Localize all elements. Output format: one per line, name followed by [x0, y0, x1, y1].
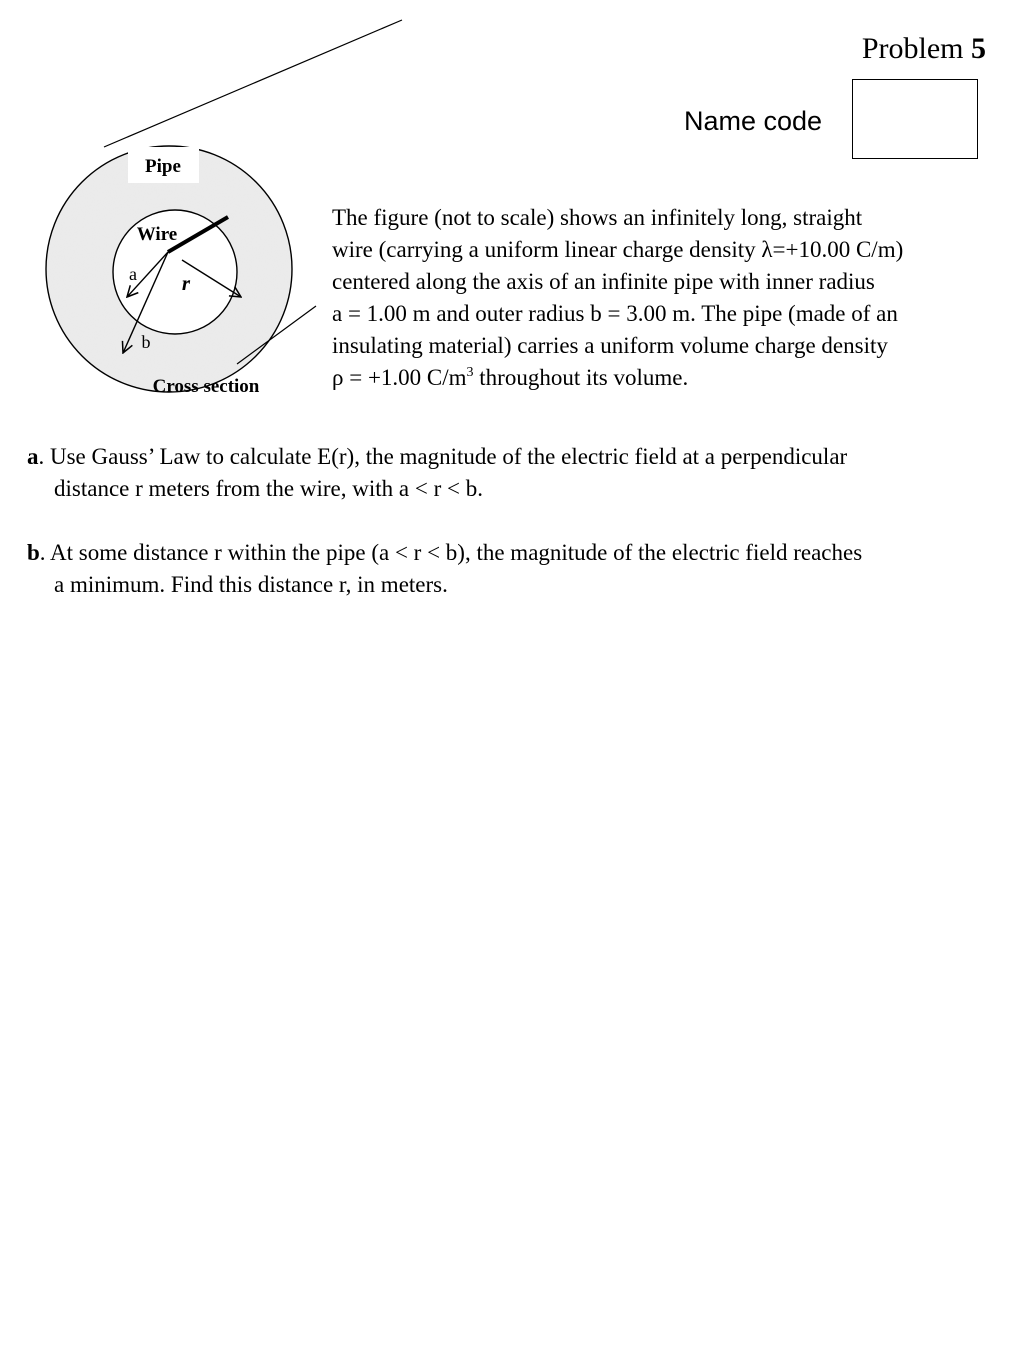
distance-label: r: [181, 271, 191, 295]
description-line-6: [332, 362, 1012, 398]
description-line-2: wire (carrying a uniform linear charge density λ=+10.00 C/m): [332, 237, 904, 262]
wire-label: Wire: [136, 224, 178, 245]
description-line-3: centered along the axis of an infinite pipe with inner radius: [332, 269, 875, 294]
name-code-box[interactable]: [852, 79, 978, 159]
problem-title: [862, 32, 986, 66]
question-a-line-2: distance r meters from the wire, with a < r < b.: [54, 476, 483, 501]
name-code-label: Name code: [684, 106, 823, 136]
question-b-letter: b: [27, 540, 40, 565]
question-a: [27, 441, 1017, 505]
inner-radius-label: a: [129, 264, 137, 284]
problem-label: Problem: [861, 32, 964, 65]
question-b-text-1: . At some distance r within the pipe (a < r < b), the magnitude of the electric field reaches: [39, 540, 863, 565]
description-line-4: a = 1.00 m and outer radius b = 3.00 m. The pipe (made of an: [332, 301, 898, 326]
problem-description: [332, 202, 1012, 398]
description-line-6-end: throughout its volume.: [473, 365, 689, 390]
question-b: [27, 537, 1017, 601]
problem-number: 5: [971, 32, 986, 65]
cross-section-caption: Cross section: [152, 376, 260, 397]
question-b-line-1: [27, 537, 1017, 569]
outer-radius-label: b: [141, 332, 151, 352]
pipe-label: Pipe: [145, 156, 181, 177]
description-line-5: insulating material) carries a uniform volume charge density: [332, 333, 888, 358]
question-a-letter: a: [27, 444, 39, 469]
description-line-6-start: ρ = +1.00 C/m: [332, 365, 467, 390]
cubed-superscript: 3: [466, 365, 474, 380]
question-a-text-1: . Use Gauss’ Law to calculate E(r), the magnitude of the electric field at a perpendicular: [38, 444, 848, 469]
question-b-line-2: a minimum. Find this distance r, in meters.: [54, 572, 448, 597]
perspective-line-top: [104, 20, 402, 147]
question-a-line-1: [27, 441, 1017, 473]
description-line-1: The figure (not to scale) shows an infinitely long, straight: [332, 205, 863, 230]
